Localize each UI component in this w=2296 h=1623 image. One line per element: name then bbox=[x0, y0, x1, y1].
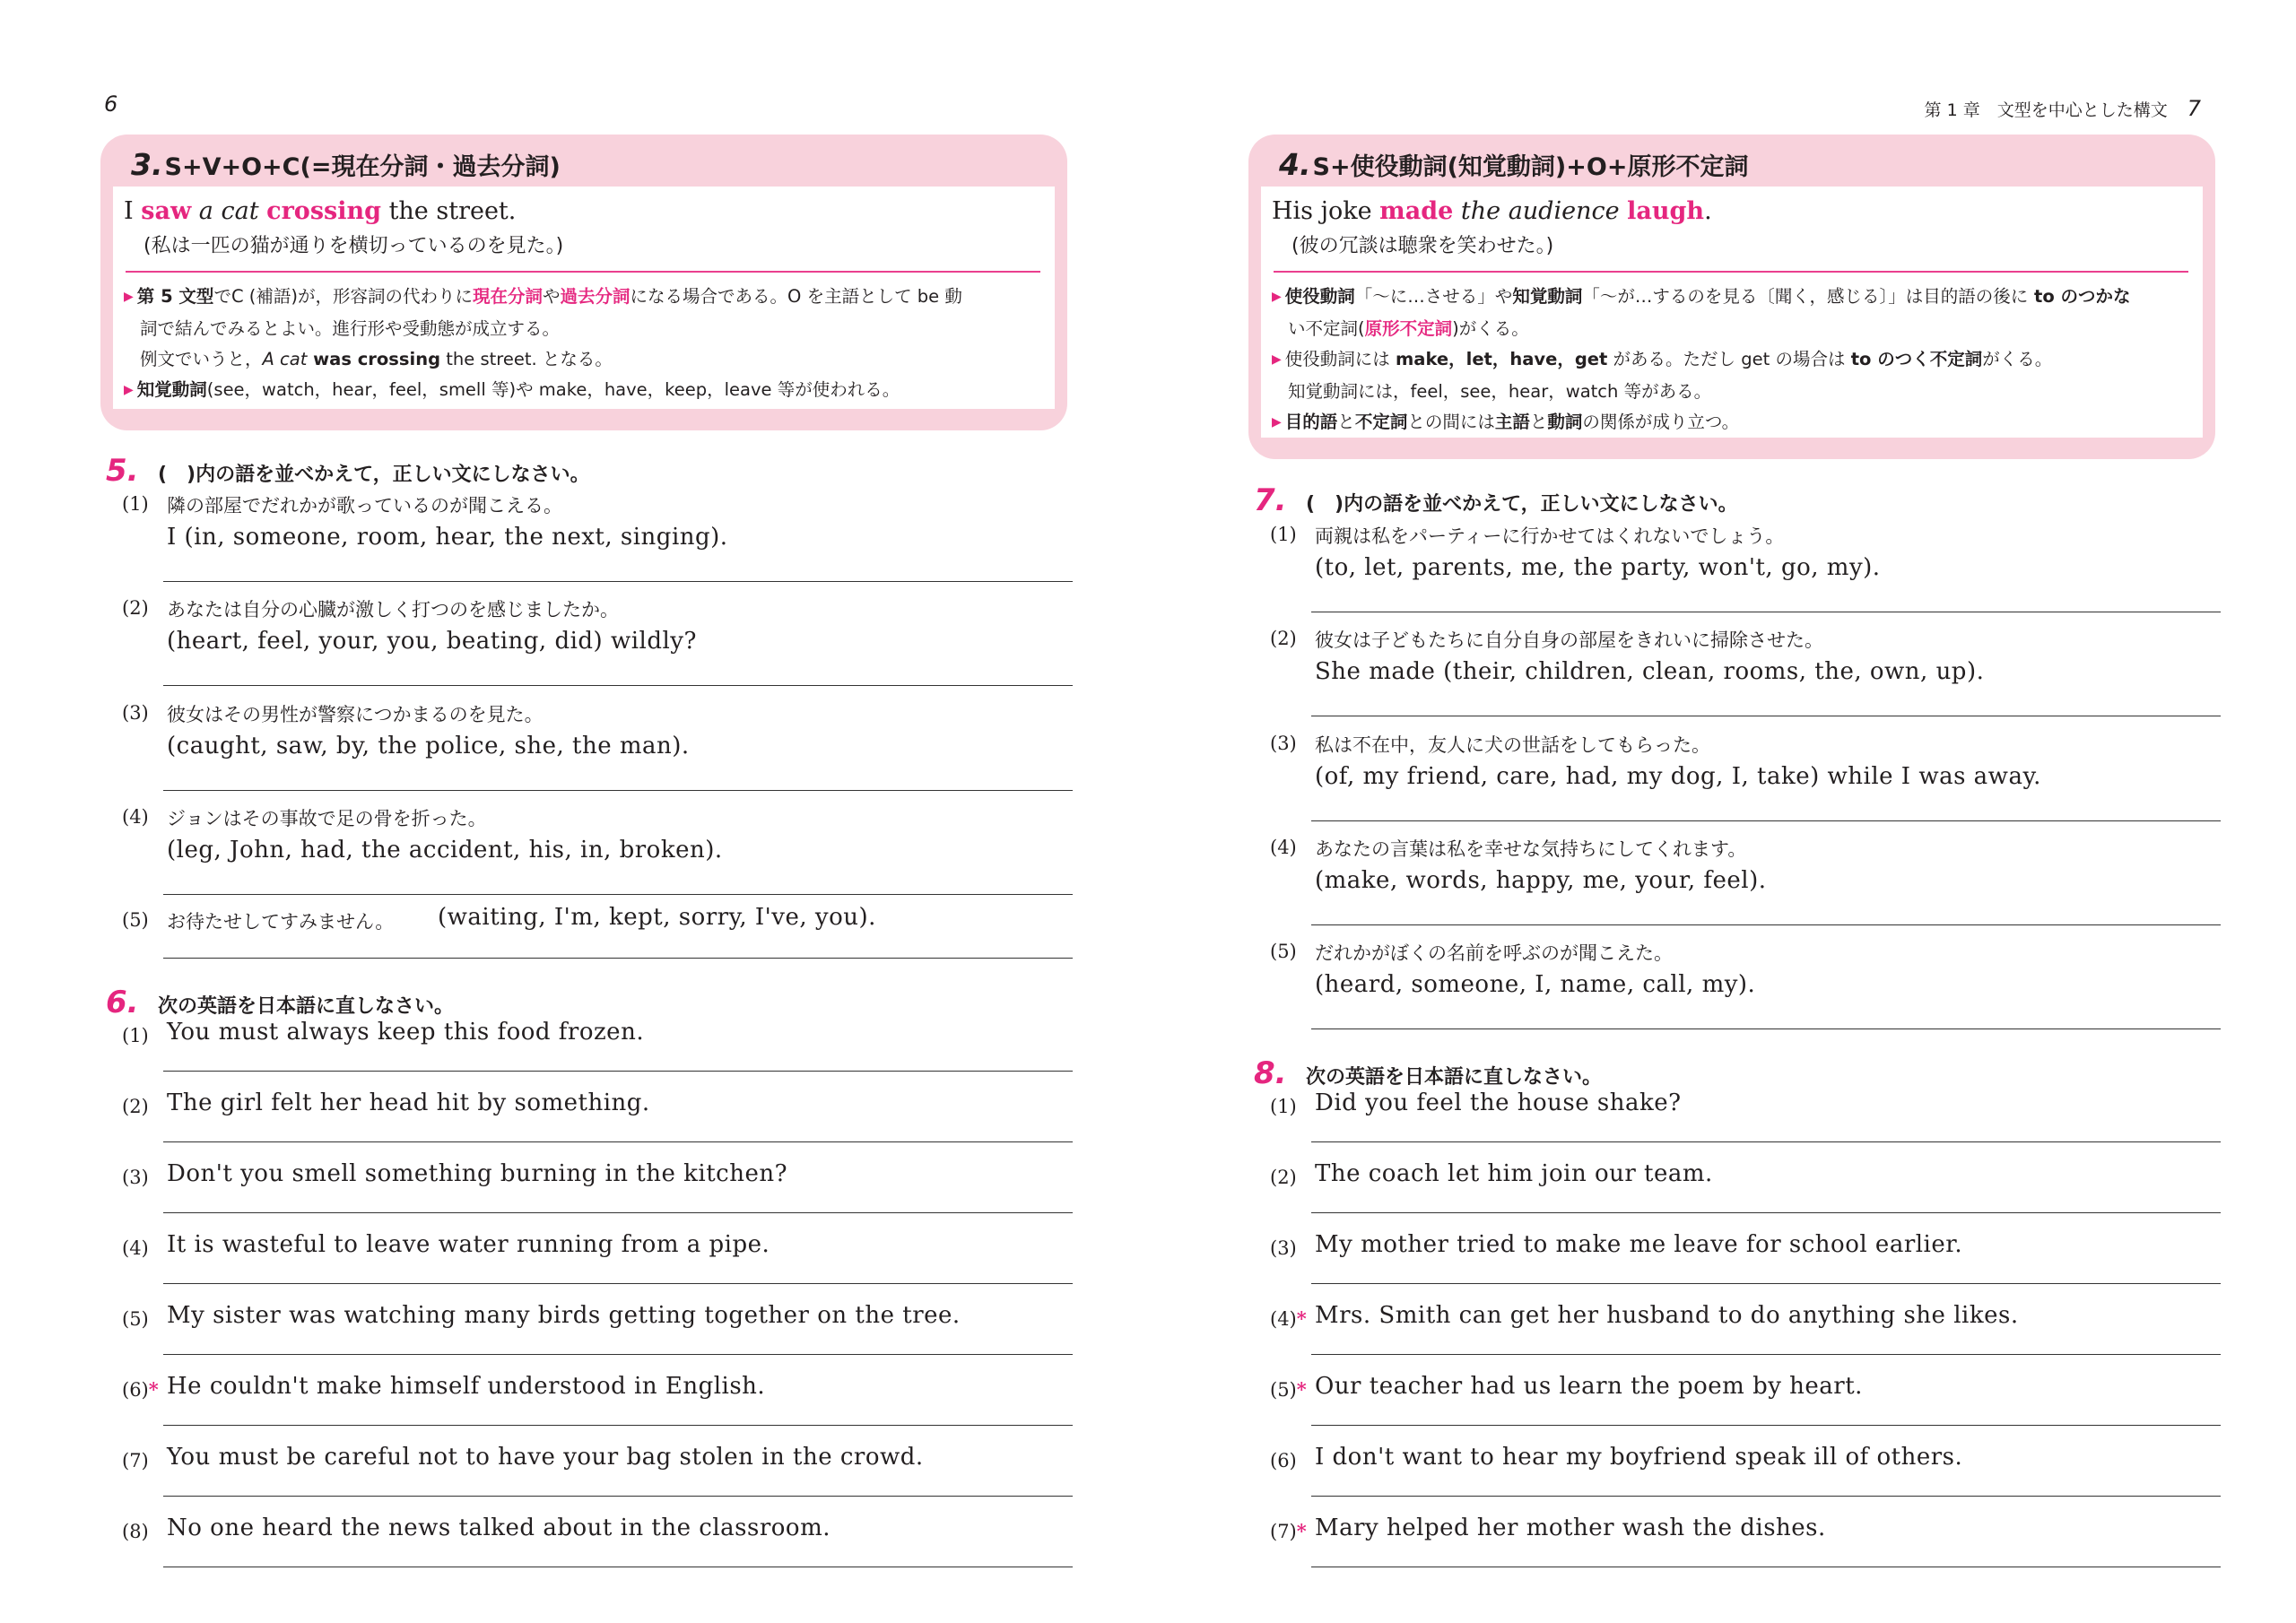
section-number: 5. bbox=[106, 453, 139, 489]
question-number bbox=[122, 1166, 149, 1188]
difficulty-star: * bbox=[1296, 1520, 1307, 1542]
section-heading: 次の英語を日本語に直しなさい。 bbox=[158, 995, 455, 1018]
question-item bbox=[122, 1233, 1073, 1296]
question-number bbox=[122, 1378, 159, 1401]
example-sentence-en: His joke made the audience laugh. bbox=[1272, 197, 1712, 225]
section-number: 6. bbox=[106, 985, 139, 1020]
question-number: (3) bbox=[122, 702, 149, 724]
note-line: 詞で結んでみるとよい。進行形や受動態が成立する。 bbox=[140, 318, 561, 339]
grammar-title-text: S+使役動詞(知覚動詞)+O+原形不定詞 bbox=[1312, 152, 1749, 181]
section-number: 8. bbox=[1254, 1055, 1287, 1091]
question-number-text: (5) bbox=[122, 1308, 149, 1330]
question-number bbox=[122, 1095, 149, 1117]
triangle-bullet-icon: ▶ bbox=[1272, 352, 1282, 367]
question-number-text: (3) bbox=[1270, 1237, 1297, 1259]
section-heading: 次の英語を日本語に直しなさい。 bbox=[1306, 1066, 1603, 1089]
question-number bbox=[1270, 1520, 1307, 1542]
note-line: ▶ 第 5 文型でC (補語)が，形容詞の代わりに現在分詞や過去分詞になる場合である。O を主語として be 動 bbox=[124, 286, 962, 307]
question-english: (to, let, parents, me, the party, won't, go, my). bbox=[1315, 554, 1881, 581]
question-japanese: 彼女はその男性が警察につかまるのを見た。 bbox=[167, 704, 544, 725]
divider bbox=[1274, 271, 2188, 273]
answer-line bbox=[163, 958, 1073, 959]
answer-line bbox=[1311, 1283, 2221, 1284]
question-japanese: 両親は私をパーティーに行かせてはくれないでしょう。 bbox=[1315, 525, 1785, 547]
triangle-bullet-icon: ▶ bbox=[1272, 290, 1282, 304]
note-line: ▶ 使役動詞には make，let，have，get がある。ただし get の場合は to のつく不定詞がくる。 bbox=[1272, 349, 2053, 369]
question-english: Mary helped her mother wash the dishes. bbox=[1315, 1515, 1826, 1541]
question-english: You must be careful not to have your bag stolen in the crowd. bbox=[167, 1444, 924, 1471]
question-item bbox=[122, 1304, 1073, 1367]
answer-line bbox=[1311, 1496, 2221, 1497]
page-number: 7 bbox=[2187, 96, 2201, 121]
difficulty-star: * bbox=[1296, 1378, 1307, 1401]
question-english: She made (their, children, clean, rooms, the, own, up). bbox=[1315, 658, 1985, 685]
question-item bbox=[1270, 1162, 2221, 1225]
section-7-header bbox=[1254, 482, 1738, 518]
question-number-text: (7) bbox=[1270, 1521, 1297, 1542]
triangle-bullet-icon: ▶ bbox=[124, 383, 134, 397]
question-item bbox=[122, 490, 1073, 588]
question-number-text: (8) bbox=[122, 1521, 149, 1542]
answer-line bbox=[1311, 1212, 2221, 1213]
difficulty-star: * bbox=[148, 1378, 159, 1401]
question-number-text: (2) bbox=[122, 1096, 149, 1117]
answer-line bbox=[1311, 1141, 2221, 1142]
answer-line bbox=[163, 1071, 1073, 1072]
right-page bbox=[1148, 0, 2296, 1623]
question-number bbox=[122, 1520, 149, 1542]
question-english: The coach let him join our team. bbox=[1315, 1160, 1713, 1187]
question-item bbox=[122, 1375, 1073, 1437]
question-english: (caught, saw, by, the police, she, the man). bbox=[167, 733, 690, 759]
question-japanese: ジョンはその事故で足の骨を折った。 bbox=[167, 808, 487, 829]
note-line: 例文でいうと，A cat was crossing the street. となる。 bbox=[140, 349, 613, 369]
question-number bbox=[122, 1449, 149, 1471]
note-line: ▶ 使役動詞「〜に…させる」や知覚動詞「〜が…するのを見る〔聞く，感じる〕」は目的語の後に to のつかな bbox=[1272, 286, 2131, 307]
question-number: (4) bbox=[1270, 837, 1297, 858]
question-number: (2) bbox=[122, 597, 149, 619]
section-heading: ( )内の語を並べかえて，正しい文にしなさい。 bbox=[1306, 493, 1738, 516]
difficulty-star: * bbox=[1296, 1307, 1307, 1330]
answer-line bbox=[163, 1283, 1073, 1284]
grammar-content bbox=[113, 187, 1055, 409]
question-number bbox=[122, 1237, 149, 1259]
question-japanese: だれかがぼくの名前を呼ぶのが聞こえた。 bbox=[1315, 942, 1673, 964]
question-number: (1) bbox=[1270, 524, 1297, 545]
example-sentence-en: I saw a cat crossing the street. bbox=[124, 197, 517, 225]
question-number-text: (7) bbox=[122, 1450, 149, 1471]
question-japanese: お待たせしてすみません。 bbox=[167, 911, 395, 933]
answer-line bbox=[163, 790, 1073, 791]
divider bbox=[126, 271, 1040, 273]
question-english: Did you feel the house shake? bbox=[1315, 1089, 1682, 1116]
question-item bbox=[1270, 1091, 2221, 1154]
triangle-bullet-icon: ▶ bbox=[1272, 415, 1282, 430]
question-item bbox=[1270, 1375, 2221, 1437]
question-number-text: (1) bbox=[122, 1025, 149, 1046]
question-number-text: (2) bbox=[1270, 1167, 1297, 1188]
question-english: (heard, someone, I, name, call, my). bbox=[1315, 971, 1756, 998]
question-english: (leg, John, had, the accident, his, in, broken). bbox=[167, 837, 723, 864]
chapter-title: 第 1 章 文型を中心とした構文 bbox=[1924, 100, 2168, 120]
question-english: My mother tried to make me leave for school earlier. bbox=[1315, 1231, 1963, 1258]
note-line: い不定詞(原形不定詞)がくる。 bbox=[1288, 318, 1529, 339]
question-english: My sister was watching many birds getting together on the tree. bbox=[167, 1302, 961, 1329]
question-item bbox=[122, 1445, 1073, 1508]
answer-line bbox=[1311, 820, 2221, 821]
question-number: (2) bbox=[1270, 628, 1297, 649]
question-item bbox=[122, 699, 1073, 797]
question-number-text: (1) bbox=[1270, 1096, 1297, 1117]
note-line: ▶ 知覚動詞(see，watch，hear，feel，smell 等)や make，have，keep，leave 等が使われる。 bbox=[124, 379, 900, 400]
question-number: (4) bbox=[122, 806, 149, 828]
question-english: Our teacher had us learn the poem by heart. bbox=[1315, 1373, 1863, 1400]
answer-line bbox=[163, 581, 1073, 582]
question-english: (of, my friend, care, had, my dog, I, take) while I was away. bbox=[1315, 763, 2041, 790]
question-number bbox=[1270, 1166, 1297, 1188]
question-item bbox=[1270, 729, 2221, 828]
section-8-header bbox=[1254, 1055, 1602, 1091]
running-head bbox=[1925, 96, 2201, 121]
question-english: He couldn't make himself understood in English. bbox=[167, 1373, 766, 1400]
question-number bbox=[1270, 1449, 1297, 1471]
question-number: (5) bbox=[122, 909, 149, 931]
question-number bbox=[122, 1024, 149, 1046]
question-item bbox=[1270, 520, 2221, 619]
question-english: It is wasteful to leave water running from a pipe. bbox=[167, 1231, 770, 1258]
question-item bbox=[122, 1162, 1073, 1225]
question-english: The girl felt her head hit by something. bbox=[167, 1089, 650, 1116]
question-item bbox=[122, 594, 1073, 692]
section-5-header bbox=[106, 453, 590, 489]
question-english: I (in, someone, room, hear, the next, singing). bbox=[167, 524, 728, 551]
answer-line bbox=[1311, 1425, 2221, 1426]
question-item bbox=[1270, 1233, 2221, 1296]
answer-line bbox=[1311, 1028, 2221, 1029]
question-item bbox=[1270, 833, 2221, 932]
question-japanese: 彼女は子どもたちに自分自身の部屋をきれいに掃除させた。 bbox=[1315, 629, 1823, 651]
page-number: 6 bbox=[104, 91, 118, 117]
question-number bbox=[1270, 1237, 1297, 1259]
question-number-text: (5) bbox=[1270, 1379, 1297, 1401]
question-english: (waiting, I'm, kept, sorry, I've, you). bbox=[438, 904, 876, 931]
section-number: 7. bbox=[1254, 482, 1287, 518]
question-number-text: (6) bbox=[1270, 1450, 1297, 1471]
answer-line bbox=[163, 1212, 1073, 1213]
question-item bbox=[1270, 624, 2221, 723]
question-item bbox=[1270, 1304, 2221, 1367]
question-item bbox=[122, 1516, 1073, 1579]
section-6-header bbox=[106, 985, 454, 1020]
question-number-text: (4) bbox=[122, 1237, 149, 1259]
question-english: No one heard the news talked about in the classroom. bbox=[167, 1515, 831, 1541]
question-item bbox=[122, 1091, 1073, 1154]
triangle-bullet-icon: ▶ bbox=[124, 290, 134, 304]
grammar-content bbox=[1261, 187, 2203, 438]
question-english: Don't you smell something burning in the kitchen? bbox=[167, 1160, 788, 1187]
question-english: You must always keep this food frozen. bbox=[167, 1019, 645, 1046]
question-item bbox=[122, 803, 1073, 901]
question-number-text: (6) bbox=[122, 1379, 149, 1401]
answer-line bbox=[1311, 924, 2221, 925]
question-number: (1) bbox=[122, 493, 149, 515]
question-english: I don't want to hear my boyfriend speak ill of others. bbox=[1315, 1444, 1963, 1471]
question-number bbox=[1270, 1378, 1307, 1401]
question-number bbox=[122, 1307, 149, 1330]
question-number bbox=[1270, 1095, 1297, 1117]
answer-line bbox=[1311, 1354, 2221, 1355]
question-japanese: 私は不在中，友人に犬の世話をしてもらった。 bbox=[1315, 734, 1710, 756]
grammar-box-4 bbox=[1248, 135, 2215, 459]
question-number: (5) bbox=[1270, 941, 1297, 962]
example-sentence-ja: (彼の冗談は聴衆を笑わせた。) bbox=[1292, 235, 1554, 257]
question-japanese: あなたは自分の心臓が激しく打つのを感じましたか。 bbox=[167, 599, 619, 621]
question-japanese: 隣の部屋でだれかが歌っているのが聞こえる。 bbox=[167, 495, 562, 516]
grammar-box-3 bbox=[100, 135, 1067, 430]
answer-line bbox=[163, 1141, 1073, 1142]
question-japanese: あなたの言葉は私を幸せな気持ちにしてくれます。 bbox=[1315, 838, 1747, 860]
answer-line bbox=[163, 685, 1073, 686]
question-number bbox=[1270, 1307, 1307, 1330]
grammar-title-text: S+V+O+C(=現在分詞・過去分詞) bbox=[164, 152, 561, 181]
question-english: (heart, feel, your, you, beating, did) wildly? bbox=[167, 628, 697, 655]
question-english: Mrs. Smith can get her husband to do anything she likes. bbox=[1315, 1302, 2019, 1329]
answer-line bbox=[163, 1425, 1073, 1426]
grammar-number: 4. bbox=[1279, 146, 1311, 182]
question-item bbox=[1270, 937, 2221, 1036]
question-number-text: (4) bbox=[1270, 1308, 1297, 1330]
question-number: (3) bbox=[1270, 733, 1297, 754]
note-line: 知覚動詞には，feel，see，hear，watch 等がある。 bbox=[1288, 381, 1712, 402]
grammar-number: 3. bbox=[131, 146, 163, 182]
question-item bbox=[1270, 1445, 2221, 1508]
grammar-title bbox=[113, 142, 1055, 187]
answer-line bbox=[163, 894, 1073, 895]
answer-line bbox=[163, 1496, 1073, 1497]
answer-line bbox=[163, 1354, 1073, 1355]
question-item bbox=[122, 1020, 1073, 1083]
note-line: ▶ 目的語と不定詞との間には主語と動詞の関係が成り立つ。 bbox=[1272, 412, 1740, 432]
section-heading: ( )内の語を並べかえて，正しい文にしなさい。 bbox=[158, 464, 590, 486]
example-sentence-ja: (私は一匹の猫が通りを横切っているのを見た。) bbox=[144, 235, 564, 257]
question-item bbox=[1270, 1516, 2221, 1579]
question-english: (make, words, happy, me, your, feel). bbox=[1315, 867, 1767, 894]
grammar-title bbox=[1261, 142, 2203, 187]
question-number-text: (3) bbox=[122, 1167, 149, 1188]
